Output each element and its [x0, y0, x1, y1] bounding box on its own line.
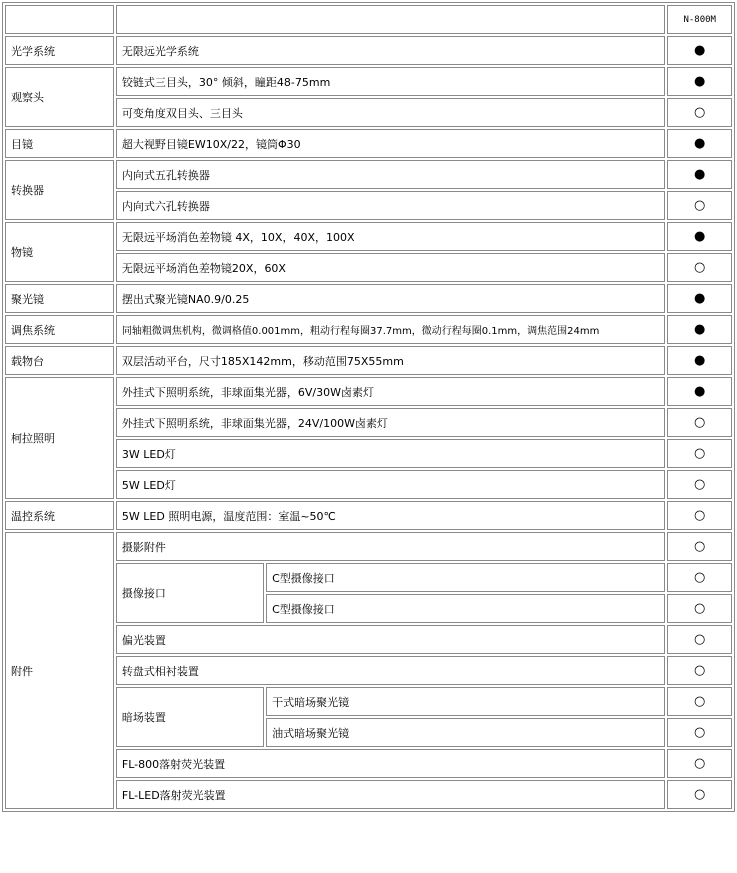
- table-row: [5, 780, 732, 809]
- subcategory-cell: 暗场装置: [116, 687, 264, 747]
- spec-cell: 摆出式聚光镜NA0.9/0.25: [116, 284, 666, 313]
- table-row: [5, 439, 732, 468]
- header-row: [5, 5, 732, 34]
- standard-mark: ●: [667, 160, 732, 189]
- optional-mark: ○: [667, 98, 732, 127]
- optional-mark: ○: [667, 687, 732, 716]
- optional-mark: ○: [667, 656, 732, 685]
- optional-mark: ○: [667, 749, 732, 778]
- spec-cell: 无限远光学系统: [116, 36, 666, 65]
- optional-mark: ○: [667, 191, 732, 220]
- category-cell: 聚光镜: [5, 284, 114, 313]
- table-row: [5, 377, 732, 406]
- spec-cell: 偏光装置: [116, 625, 666, 654]
- subcategory-cell: 摄像接口: [116, 563, 264, 623]
- category-cell: 附件: [5, 532, 114, 809]
- spec-cell: 5W LED 照明电源，温度范围：室温~50℃: [116, 501, 666, 530]
- category-cell: 观察头: [5, 67, 114, 127]
- table-row: [5, 284, 732, 313]
- table-row: [5, 718, 732, 747]
- optional-mark: ○: [667, 408, 732, 437]
- table-row: [5, 129, 732, 158]
- spec-cell: 油式暗场聚光镜: [266, 718, 665, 747]
- table-row: [5, 470, 732, 499]
- optional-mark: ○: [667, 501, 732, 530]
- spec-cell: C型摄像接口: [266, 563, 665, 592]
- table-row: [5, 532, 732, 561]
- optional-mark: ○: [667, 470, 732, 499]
- spec-cell: C型摄像接口: [266, 594, 665, 623]
- table-row: [5, 656, 732, 685]
- spec-cell: 5W LED灯: [116, 470, 666, 499]
- spec-cell: 摄影附件: [116, 532, 666, 561]
- optional-mark: ○: [667, 718, 732, 747]
- category-cell: 目镜: [5, 129, 114, 158]
- spec-cell: 内向式六孔转换器: [116, 191, 666, 220]
- table-row: [5, 749, 732, 778]
- table-row: [5, 563, 732, 592]
- table-row: [5, 315, 732, 344]
- spec-cell: 外挂式下照明系统，非球面集光器，24V/100W卤素灯: [116, 408, 666, 437]
- model-header: N-800M: [667, 5, 732, 34]
- spec-cell: 内向式五孔转换器: [116, 160, 666, 189]
- spec-cell: 可变角度双目头、三目头: [116, 98, 666, 127]
- standard-mark: ●: [667, 222, 732, 251]
- standard-mark: ●: [667, 315, 732, 344]
- optional-mark: ○: [667, 253, 732, 282]
- standard-mark: ●: [667, 284, 732, 313]
- category-cell: 柯拉照明: [5, 377, 114, 499]
- spec-cell: 同轴粗微调焦机构，微调格值0.001mm，粗动行程每圈37.7mm，微动行程每圈0.1mm，调焦范围24mm: [116, 315, 666, 344]
- category-cell: 载物台: [5, 346, 114, 375]
- standard-mark: ●: [667, 67, 732, 96]
- table-row: [5, 222, 732, 251]
- spec-cell: 双层活动平台，尺寸185X142mm，移动范围75X55mm: [116, 346, 666, 375]
- table-row: [5, 253, 732, 282]
- spec-cell: 超大视野目镜EW10X/22，镜筒Φ30: [116, 129, 666, 158]
- category-cell: 转换器: [5, 160, 114, 220]
- category-cell: 温控系统: [5, 501, 114, 530]
- category-cell: 调焦系统: [5, 315, 114, 344]
- category-cell: 光学系统: [5, 36, 114, 65]
- spec-cell: 无限远平场消色差物镜 4X，10X，40X，100X: [116, 222, 666, 251]
- spec-cell: 3W LED灯: [116, 439, 666, 468]
- optional-mark: ○: [667, 594, 732, 623]
- optional-mark: ○: [667, 439, 732, 468]
- optional-mark: ○: [667, 563, 732, 592]
- table-row: [5, 501, 732, 530]
- table-row: [5, 36, 732, 65]
- table-row: [5, 67, 732, 96]
- table-row: [5, 594, 732, 623]
- table-row: [5, 160, 732, 189]
- spec-cell: FL-800落射荧光装置: [116, 749, 666, 778]
- spec-cell: FL-LED落射荧光装置: [116, 780, 666, 809]
- category-cell: 物镜: [5, 222, 114, 282]
- standard-mark: ●: [667, 377, 732, 406]
- header-blank-spec: [116, 5, 666, 34]
- table-row: [5, 687, 732, 716]
- standard-mark: ●: [667, 36, 732, 65]
- table-row: [5, 346, 732, 375]
- spec-cell: 干式暗场聚光镜: [266, 687, 665, 716]
- optional-mark: ○: [667, 625, 732, 654]
- table-row: [5, 98, 732, 127]
- standard-mark: ●: [667, 129, 732, 158]
- standard-mark: ●: [667, 346, 732, 375]
- spec-cell: 外挂式下照明系统，非球面集光器，6V/30W卤素灯: [116, 377, 666, 406]
- spec-table: [2, 2, 735, 812]
- table-row: [5, 408, 732, 437]
- optional-mark: ○: [667, 780, 732, 809]
- spec-cell: 无限远平场消色差物镜20X，60X: [116, 253, 666, 282]
- table-row: [5, 625, 732, 654]
- header-blank-category: [5, 5, 114, 34]
- optional-mark: ○: [667, 532, 732, 561]
- table-row: [5, 191, 732, 220]
- spec-cell: 转盘式相衬装置: [116, 656, 666, 685]
- spec-cell: 铰链式三目头，30° 倾斜，瞳距48-75mm: [116, 67, 666, 96]
